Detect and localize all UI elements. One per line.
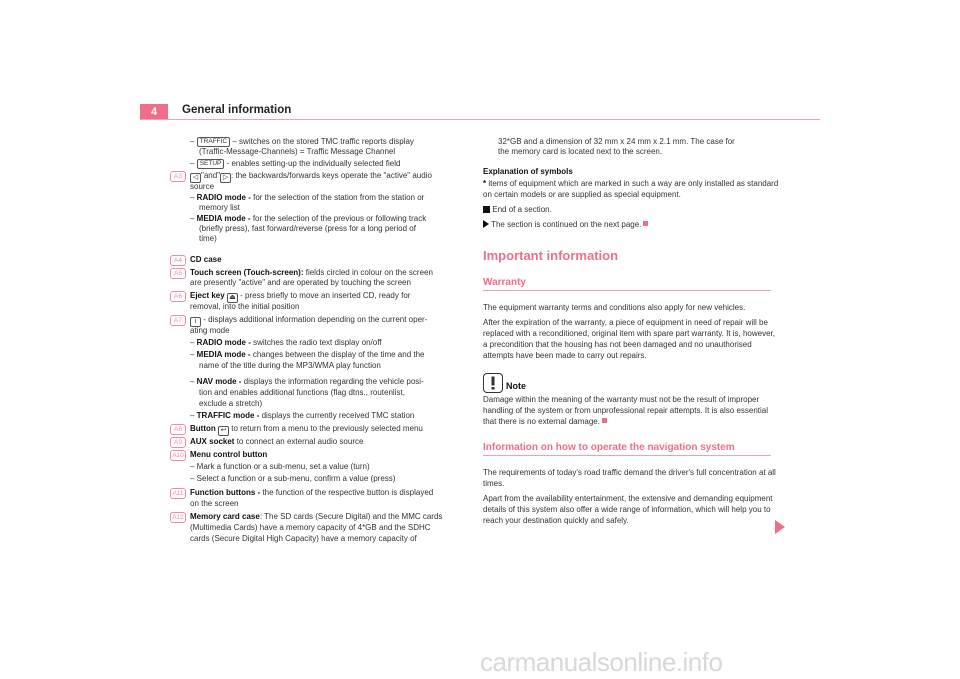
media-mode-1: – MEDIA mode - for the selection of the previous or following track bbox=[190, 214, 427, 223]
setup-key: SETUP bbox=[197, 159, 225, 169]
marker-a4: A4 bbox=[170, 255, 186, 266]
memory-card-cont2: the memory card is located next to the screen. bbox=[498, 147, 663, 156]
marker-a6: A6 bbox=[170, 291, 186, 302]
radio-mode-1: – RADIO mode - for the selection of the station from the station or bbox=[190, 193, 425, 202]
asterisk-line: * items of equipment which are marked in such a way are only installed as standard bbox=[483, 179, 779, 188]
marker-a5: A5 bbox=[170, 268, 186, 279]
nav-p2-line3: reach your destination quickly and safely. bbox=[483, 516, 629, 525]
info-icon: i bbox=[190, 317, 201, 327]
nav-p1-line1: The requirements of today's road traffic demand the driver's full concentration at all bbox=[483, 468, 776, 477]
info-key-line2: ating mode bbox=[190, 326, 230, 335]
header-rule bbox=[140, 119, 820, 120]
page-title: General information bbox=[182, 104, 292, 116]
asterisk-line2: on certain models or are supplied as special equipment. bbox=[483, 190, 681, 199]
media-mode-1-line3: time) bbox=[199, 234, 217, 243]
eject-icon: ⏏ bbox=[227, 293, 238, 303]
warranty-p2-line3: a precondition that the housing has not been damaged and no unauthorised bbox=[483, 340, 752, 349]
traffic-key-line2: (Traffic-Message-Channels) = Traffic Message Channel bbox=[199, 147, 396, 156]
nav-mode-line2: tion and enables additional functions (flag dtns., routenlist, bbox=[199, 388, 405, 397]
menu-item-1: – Mark a function or a sub-menu, set a value (turn) bbox=[190, 462, 370, 471]
function-buttons-line2: on the screen bbox=[190, 499, 239, 508]
warranty-heading: Warranty bbox=[483, 277, 526, 288]
radio-mode-1-line2: memory list bbox=[199, 203, 240, 212]
continue-next-page-icon bbox=[775, 520, 785, 534]
function-buttons: Function buttons - the function of the respective button is displayed bbox=[190, 488, 434, 497]
touch-screen-line2: are presently "active" and are operated by touching the screen bbox=[190, 278, 411, 287]
memory-card: Memory card case: The SD cards (Secure Digital) and the MMC cards bbox=[190, 512, 443, 521]
nav-p1-line2: times. bbox=[483, 479, 505, 488]
nav-p2-line2: details of this system also offer a wide range of information, which will help you to bbox=[483, 505, 771, 514]
touch-screen: Touch screen (Touch-screen): fields circled in colour on the screen bbox=[190, 268, 433, 277]
warranty-p2-line4: attempts have been made to carry out repairs. bbox=[483, 351, 647, 360]
traffic-mode: – TRAFFIC mode - displays the currently received TMC station bbox=[190, 411, 415, 420]
marker-a9: A9 bbox=[170, 437, 186, 448]
continue-symbol-line: The section is continued on the next page. bbox=[483, 220, 648, 231]
end-square-icon bbox=[602, 418, 607, 423]
aux-socket: AUX socket to connect an external audio source bbox=[190, 437, 364, 446]
nav-mode-line3: exclude a stretch) bbox=[199, 399, 263, 408]
arrows-line2: source bbox=[190, 182, 215, 191]
warranty-p2-line2: replaced with a reconditioned, original item with spare part warranty. It is, however, bbox=[483, 329, 775, 338]
nav-mode: – NAV mode - displays the information regarding the vehicle posi- bbox=[190, 377, 424, 386]
marker-a3: A3 bbox=[170, 171, 186, 182]
end-block-icon bbox=[483, 206, 490, 213]
marker-a10: A10 bbox=[170, 450, 186, 461]
important-heading: Important information bbox=[483, 248, 619, 263]
marker-a11: A11 bbox=[170, 488, 186, 499]
note-line2: handling of the system or from unprofessional repair attempts. It is also essential bbox=[483, 406, 769, 415]
watermark: carmanualsonline.info bbox=[480, 647, 723, 677]
warranty-p1: The equipment warranty terms and conditions also apply for new vehicles. bbox=[483, 303, 746, 312]
end-square-icon bbox=[643, 221, 648, 226]
forward-arrow-icon: ▷ bbox=[220, 173, 231, 183]
marker-a7: A7 bbox=[170, 315, 186, 326]
eject-key-line2: removal, into the initial position bbox=[190, 302, 300, 311]
media-mode-2: – MEDIA mode - changes between the display of the time and the bbox=[190, 350, 425, 359]
menu-item-2: – Select a function or a sub-menu, confirm a value (press) bbox=[190, 474, 396, 483]
info-key: i - displays additional information depending on the current oper- bbox=[190, 315, 427, 327]
memory-card-cont1: 32*GB and a dimension of 32 mm x 24 mm x 2.1 mm. The case for bbox=[498, 137, 735, 146]
marker-a8: A8 bbox=[170, 424, 186, 435]
symbols-title: Explanation of symbols bbox=[483, 167, 573, 176]
media-mode-1-line2: (briefly press), fast forward/reverse (press for a long period of bbox=[199, 224, 416, 233]
continue-arrow-icon bbox=[483, 220, 489, 228]
marker-a12: A12 bbox=[170, 512, 186, 523]
end-symbol-line: End of a section. bbox=[483, 205, 552, 216]
arrows-line: ◁ "and" ▷ : the backwards/forwards keys operate the "active" audio bbox=[190, 171, 432, 183]
warranty-p2-line1: After the expiration of the warranty, a piece of equipment in need of repair will be bbox=[483, 318, 768, 327]
note-title: Note bbox=[506, 381, 526, 391]
memory-card-line2: (Multimedia Cards) have a memory capacity of 4*GB and the SDHC bbox=[190, 523, 431, 532]
page-number: 4 bbox=[140, 104, 168, 120]
radio-mode-2: – RADIO mode - switches the radio text display on/off bbox=[190, 338, 382, 347]
traffic-key-line: – TRAFFIC – switches on the stored TMC traffic reports display bbox=[190, 137, 414, 146]
setup-key-line: – SETUP - enables setting-up the individually selected field bbox=[190, 159, 401, 168]
note-icon bbox=[483, 373, 503, 393]
return-icon: ↩ bbox=[218, 426, 229, 436]
return-button: Button ↩ to return from a menu to the previously selected menu bbox=[190, 424, 423, 434]
note-line1: Damage within the meaning of the warranty must not be the result of improper bbox=[483, 395, 760, 404]
nav-system-rule bbox=[483, 455, 771, 456]
cd-case: CD case bbox=[190, 255, 222, 264]
nav-p2-line1: Apart from the availability entertainment, the extensive and demanding equipment bbox=[483, 494, 773, 503]
warranty-rule bbox=[483, 290, 771, 291]
back-arrow-icon: ◁ bbox=[190, 173, 201, 183]
traffic-key: TRAFFIC bbox=[197, 137, 230, 147]
media-mode-2-line2: name of the title during the MP3/WMA play function bbox=[199, 361, 381, 370]
memory-card-line3: cards (Secure Digital High Capacity) have a memory capacity of bbox=[190, 534, 417, 543]
note-line3: that there is no external damage. bbox=[483, 417, 607, 428]
nav-system-heading: Information on how to operate the navigation system bbox=[483, 442, 735, 453]
eject-key: Eject key ⏏ - press briefly to move an inserted CD, ready for bbox=[190, 291, 411, 301]
menu-control: Menu control button bbox=[190, 450, 268, 459]
